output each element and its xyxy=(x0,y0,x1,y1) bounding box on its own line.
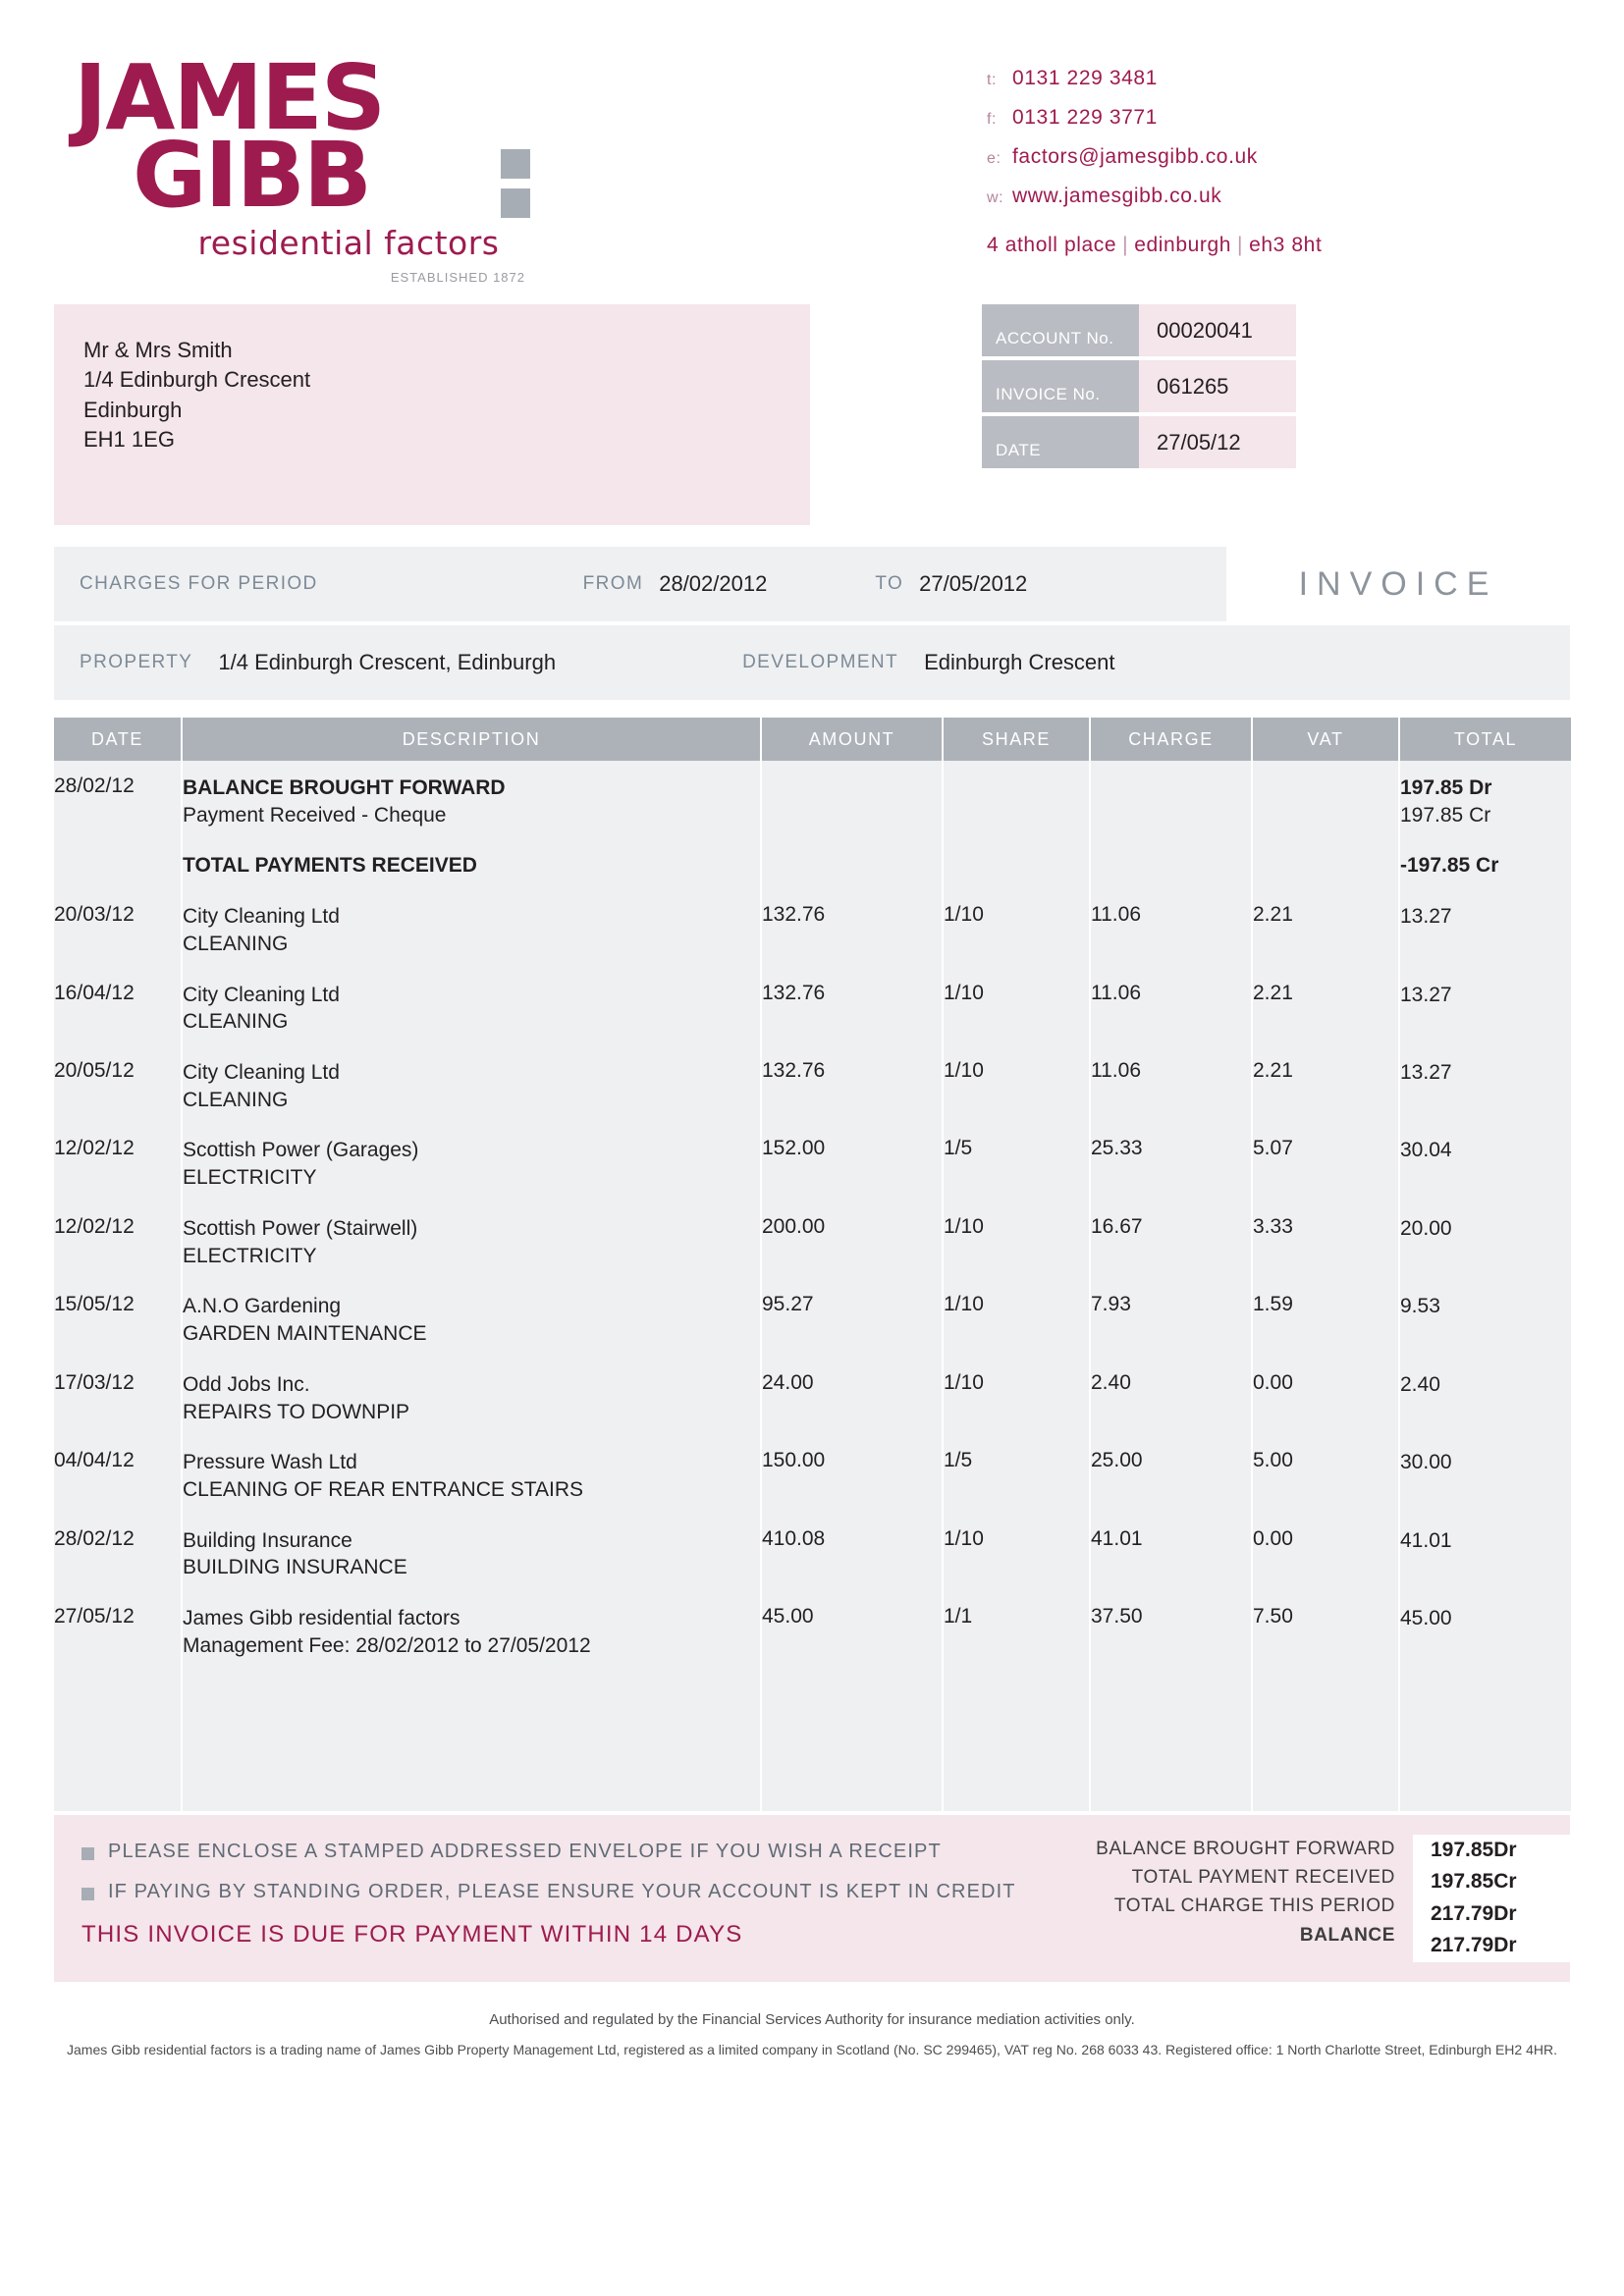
customer-city: Edinburgh xyxy=(83,397,183,422)
total-primary: 13.27 xyxy=(1400,1061,1452,1085)
cell-amount: 132.76 xyxy=(761,1045,943,1123)
cell-amount: 132.76 xyxy=(761,889,943,967)
cell-vat: 0.00 xyxy=(1252,1358,1399,1435)
description-primary: TOTAL PAYMENTS RECEIVED xyxy=(183,854,477,878)
table-row xyxy=(54,1045,1571,1123)
email-value[interactable]: factors@jamesgibb.co.uk xyxy=(1012,145,1258,168)
charges-period-bar xyxy=(54,547,1570,621)
cell-vat: 3.33 xyxy=(1252,1201,1399,1279)
cell-total xyxy=(1399,1358,1571,1435)
total-primary: 20.00 xyxy=(1400,1216,1452,1240)
payment-notes xyxy=(54,1815,1059,1982)
header-vat: VAT xyxy=(1252,718,1399,761)
customer-postcode: EH1 1EG xyxy=(83,427,175,453)
development-value: Edinburgh Crescent xyxy=(924,650,1115,674)
cell-share: 1/10 xyxy=(943,889,1090,967)
total-primary: 41.01 xyxy=(1400,1528,1452,1552)
cell-description xyxy=(182,1514,761,1591)
total-primary: 13.27 xyxy=(1400,983,1452,1006)
invoice-date-row xyxy=(982,416,1296,468)
description-primary: Pressure Wash Ltd xyxy=(183,1451,357,1474)
description-primary: City Cleaning Ltd xyxy=(183,983,340,1006)
fax-value: 0131 229 3771 xyxy=(1012,106,1158,129)
cell-description xyxy=(182,1279,761,1357)
invoice-date-label: DATE xyxy=(982,416,1139,468)
table-header-row xyxy=(54,718,1571,761)
table-row xyxy=(54,1514,1571,1591)
table-row xyxy=(54,838,1571,889)
description-secondary: Payment Received - Cheque xyxy=(183,803,447,827)
contact-website[interactable] xyxy=(987,185,1322,208)
charges-period-label: CHARGES FOR PERIOD xyxy=(80,573,318,594)
description-secondary: CLEANING xyxy=(183,1010,289,1034)
cell-total xyxy=(1399,838,1571,889)
cell-description xyxy=(182,1358,761,1435)
company-logo xyxy=(54,45,584,294)
summary-value: 217.79Dr xyxy=(1431,1934,1517,1957)
cell-amount: 200.00 xyxy=(761,1201,943,1279)
total-primary: 30.00 xyxy=(1400,1451,1452,1474)
cell-charge: 7.93 xyxy=(1090,1279,1252,1357)
table-row xyxy=(54,1591,1571,1669)
total-primary: 30.04 xyxy=(1400,1139,1452,1162)
address-city: edinburgh xyxy=(1134,234,1232,256)
cell-total xyxy=(1399,1045,1571,1123)
footer-panel xyxy=(54,1815,1570,1982)
cell-description xyxy=(182,1201,761,1279)
cell-vat: 5.07 xyxy=(1252,1123,1399,1201)
table-row xyxy=(54,889,1571,967)
cell-total xyxy=(1399,1591,1571,1669)
summary-value: 217.79Dr xyxy=(1431,1901,1517,1925)
description-secondary: BUILDING INSURANCE xyxy=(183,1556,407,1579)
description-secondary: GARDEN MAINTENANCE xyxy=(183,1322,427,1346)
cell-vat: 5.00 xyxy=(1252,1435,1399,1513)
cell-date xyxy=(54,838,182,889)
contact-telephone xyxy=(987,67,1322,90)
summary-label: BALANCE BROUGHT FORWARD xyxy=(1096,1838,1395,1859)
account-number-label: ACCOUNT No. xyxy=(982,304,1139,356)
cell-amount: 150.00 xyxy=(761,1435,943,1513)
table-row xyxy=(54,968,1571,1045)
cell-vat: 7.50 xyxy=(1252,1591,1399,1669)
table-row xyxy=(54,1123,1571,1201)
cell-description xyxy=(182,761,761,838)
development-label: DEVELOPMENT xyxy=(742,652,899,672)
description-secondary: ELECTRICITY xyxy=(183,1244,317,1267)
cell-amount xyxy=(761,761,943,838)
period-to-label: TO xyxy=(875,573,904,594)
bullet-icon xyxy=(81,1847,94,1860)
cell-amount: 45.00 xyxy=(761,1591,943,1669)
invoice-date-value: 27/05/12 xyxy=(1139,416,1296,468)
cell-charge: 41.01 xyxy=(1090,1514,1252,1591)
description-primary: Scottish Power (Garages) xyxy=(183,1139,419,1162)
property-label: PROPERTY xyxy=(80,652,193,672)
header-date: DATE xyxy=(54,718,182,761)
summary-label: TOTAL CHARGE THIS PERIOD xyxy=(1113,1896,1395,1917)
logo-squares-icon xyxy=(501,149,530,228)
total-primary: -197.85 Cr xyxy=(1400,854,1499,878)
website-label: w: xyxy=(987,189,1004,206)
email-label: e: xyxy=(987,150,1001,167)
cell-total xyxy=(1399,968,1571,1045)
cell-share: 1/10 xyxy=(943,1358,1090,1435)
cell-date: 28/02/12 xyxy=(54,1514,182,1591)
cell-share: 1/1 xyxy=(943,1591,1090,1669)
description-primary: Odd Jobs Inc. xyxy=(183,1372,310,1396)
cell-total xyxy=(1399,1435,1571,1513)
contact-address: 4 atholl place | edinburgh | eh3 8ht xyxy=(987,234,1323,256)
total-secondary: 197.85 Cr xyxy=(1400,803,1491,827)
note-text-1: PLEASE ENCLOSE A STAMPED ADDRESSED ENVELOPE IF YOU WISH A RECEIPT xyxy=(108,1840,942,1862)
note-row-1 xyxy=(81,1841,1059,1863)
invoice-number-value: 061265 xyxy=(1139,360,1296,412)
cell-vat: 2.21 xyxy=(1252,968,1399,1045)
customer-street: 1/4 Edinburgh Crescent xyxy=(83,367,311,393)
cell-date: 17/03/12 xyxy=(54,1358,182,1435)
contact-fax xyxy=(987,106,1322,130)
cell-date: 15/05/12 xyxy=(54,1279,182,1357)
cell-date: 04/04/12 xyxy=(54,1435,182,1513)
website-value[interactable]: www.jamesgibb.co.uk xyxy=(1012,185,1222,207)
summary-label: BALANCE xyxy=(1299,1924,1395,1946)
cell-amount xyxy=(761,838,943,889)
cell-charge: 11.06 xyxy=(1090,1045,1252,1123)
telephone-label: t: xyxy=(987,72,998,88)
cell-amount: 24.00 xyxy=(761,1358,943,1435)
cell-total xyxy=(1399,1279,1571,1357)
table-row xyxy=(54,1435,1571,1513)
address-postcode: eh3 8ht xyxy=(1249,234,1323,256)
legal-line-2: James Gibb residential factors is a trading name of James Gibb Property Management Ltd, registered as a limited company in Scotland (No. SC 299465), VAT reg No. 268 6033 43. Registered office: 1 North Charlotte Street, Edinburgh EH2 4HR. xyxy=(67,2041,1557,2057)
period-from-label: FROM xyxy=(582,573,644,594)
table-row xyxy=(54,1358,1571,1435)
total-primary: 9.53 xyxy=(1400,1295,1440,1318)
telephone-value: 0131 229 3481 xyxy=(1012,67,1158,89)
document-header xyxy=(54,0,1570,294)
payment-due-notice: THIS INVOICE IS DUE FOR PAYMENT WITHIN 14 DAYS xyxy=(81,1920,743,1948)
cell-description xyxy=(182,889,761,967)
cell-date: 12/02/12 xyxy=(54,1201,182,1279)
total-primary: 13.27 xyxy=(1400,905,1452,929)
cell-total xyxy=(1399,889,1571,967)
customer-address-box xyxy=(54,304,810,525)
cell-vat: 0.00 xyxy=(1252,1514,1399,1591)
total-primary: 2.40 xyxy=(1400,1372,1440,1396)
header-share: SHARE xyxy=(943,718,1090,761)
charges-table xyxy=(54,718,1571,1811)
cell-share: 1/10 xyxy=(943,968,1090,1045)
cell-vat: 2.21 xyxy=(1252,889,1399,967)
description-primary: Building Insurance xyxy=(183,1528,352,1552)
cell-date: 20/03/12 xyxy=(54,889,182,967)
account-number-value: 00020041 xyxy=(1139,304,1296,356)
summary-value: 197.85Dr xyxy=(1431,1838,1517,1861)
cell-amount: 152.00 xyxy=(761,1123,943,1201)
document-type-title: INVOICE xyxy=(1226,547,1570,621)
cell-date: 16/04/12 xyxy=(54,968,182,1045)
cell-vat xyxy=(1252,838,1399,889)
cell-total xyxy=(1399,761,1571,838)
contact-email[interactable] xyxy=(987,145,1322,169)
cell-description xyxy=(182,1435,761,1513)
logo-text-james: JAMES xyxy=(74,45,385,150)
property-value: 1/4 Edinburgh Crescent, Edinburgh xyxy=(218,650,557,674)
logo-established: ESTABLISHED 1872 xyxy=(390,270,525,286)
cell-vat: 2.21 xyxy=(1252,1045,1399,1123)
description-primary: A.N.O Gardening xyxy=(183,1295,342,1318)
description-secondary: CLEANING xyxy=(183,932,289,955)
cell-share: 1/10 xyxy=(943,1279,1090,1357)
header-amount: AMOUNT xyxy=(761,718,943,761)
cell-charge: 2.40 xyxy=(1090,1358,1252,1435)
description-primary: City Cleaning Ltd xyxy=(183,1061,340,1085)
description-primary: City Cleaning Ltd xyxy=(183,905,340,929)
note-row-2 xyxy=(81,1881,1059,1903)
description-secondary: CLEANING OF REAR ENTRANCE STAIRS xyxy=(183,1477,584,1501)
cell-charge: 11.06 xyxy=(1090,889,1252,967)
cell-description xyxy=(182,1591,761,1669)
summary-label: TOTAL PAYMENT RECEIVED xyxy=(1131,1866,1395,1888)
cell-date: 12/02/12 xyxy=(54,1123,182,1201)
cell-charge: 25.00 xyxy=(1090,1435,1252,1513)
summary-totals xyxy=(1059,1815,1570,1982)
cell-vat: 1.59 xyxy=(1252,1279,1399,1357)
cell-share: 1/10 xyxy=(943,1514,1090,1591)
cell-charge: 37.50 xyxy=(1090,1591,1252,1669)
logo-text-gibb: GIBB xyxy=(133,123,370,229)
cell-charge: 25.33 xyxy=(1090,1123,1252,1201)
period-from-value: 28/02/2012 xyxy=(659,571,768,596)
cell-charge xyxy=(1090,838,1252,889)
header-description: DESCRIPTION xyxy=(182,718,761,761)
description-secondary: CLEANING xyxy=(183,1088,289,1111)
cell-charge: 11.06 xyxy=(1090,968,1252,1045)
legal-line-1: Authorised and regulated by the Financial Services Authority for insurance mediation activities only. xyxy=(489,2010,1135,2028)
cell-description xyxy=(182,838,761,889)
cell-share: 1/5 xyxy=(943,1435,1090,1513)
fax-label: f: xyxy=(987,111,998,128)
bullet-icon xyxy=(81,1888,94,1900)
cell-share: 1/10 xyxy=(943,1201,1090,1279)
cell-amount: 410.08 xyxy=(761,1514,943,1591)
total-primary: 197.85 Dr xyxy=(1400,776,1492,799)
cell-share: 1/5 xyxy=(943,1123,1090,1201)
description-primary: James Gibb residential factors xyxy=(183,1607,460,1630)
cell-charge xyxy=(1090,761,1252,838)
property-bar xyxy=(54,625,1570,700)
cell-total xyxy=(1399,1514,1571,1591)
description-primary: Scottish Power (Stairwell) xyxy=(183,1216,418,1240)
period-to-value: 27/05/2012 xyxy=(919,571,1028,596)
address-street: 4 atholl place xyxy=(987,234,1117,256)
cell-description xyxy=(182,1123,761,1201)
header-total: TOTAL xyxy=(1399,718,1571,761)
total-primary: 45.00 xyxy=(1400,1607,1452,1630)
cell-vat xyxy=(1252,761,1399,838)
cell-date: 27/05/12 xyxy=(54,1591,182,1669)
cell-date: 20/05/12 xyxy=(54,1045,182,1123)
table-row xyxy=(54,1201,1571,1279)
cell-total xyxy=(1399,1123,1571,1201)
cell-amount: 132.76 xyxy=(761,968,943,1045)
account-details-box xyxy=(982,304,1296,525)
account-number-row xyxy=(982,304,1296,356)
invoice-number-row xyxy=(982,360,1296,412)
cell-date: 28/02/12 xyxy=(54,761,182,838)
customer-name: Mr & Mrs Smith xyxy=(83,338,233,362)
description-secondary: ELECTRICITY xyxy=(183,1166,317,1190)
cell-share xyxy=(943,761,1090,838)
legal-footer xyxy=(54,2011,1570,2057)
table-filler-row xyxy=(54,1670,1571,1811)
cell-description xyxy=(182,1045,761,1123)
description-secondary: REPAIRS TO DOWNPIP xyxy=(183,1400,410,1423)
table-row xyxy=(54,761,1571,838)
invoice-number-label: INVOICE No. xyxy=(982,360,1139,412)
cell-share: 1/10 xyxy=(943,1045,1090,1123)
cell-description xyxy=(182,968,761,1045)
logo-tagline: residential factors xyxy=(197,224,500,263)
cell-amount: 95.27 xyxy=(761,1279,943,1357)
cell-share xyxy=(943,838,1090,889)
cell-total xyxy=(1399,1201,1571,1279)
contact-details xyxy=(987,59,1322,294)
description-primary: BALANCE BROUGHT FORWARD xyxy=(183,776,506,799)
summary-value: 197.85Cr xyxy=(1431,1870,1517,1894)
cell-charge: 16.67 xyxy=(1090,1201,1252,1279)
header-charge: CHARGE xyxy=(1090,718,1252,761)
table-row xyxy=(54,1279,1571,1357)
address-account-section xyxy=(54,304,1570,525)
description-secondary: Management Fee: 28/02/2012 to 27/05/2012 xyxy=(183,1633,591,1657)
note-text-2: IF PAYING BY STANDING ORDER, PLEASE ENSURE YOUR ACCOUNT IS KEPT IN CREDIT xyxy=(108,1880,1016,1902)
